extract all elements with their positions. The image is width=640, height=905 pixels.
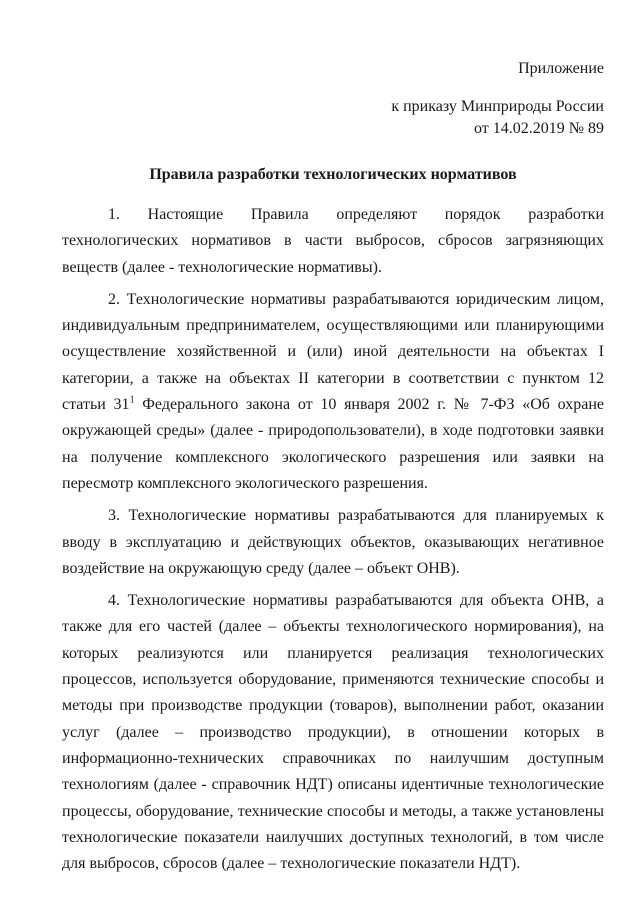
- paragraph-2-part-b: Федерального закона от 10 января 2002 г. № 7-ФЗ «Об охране окружающей среды» (далее - природопользователи), в ходе подготовки заявки на получение комплексного экологического разрешения или заявки на пересмотр комплексного экологического разрешения.: [62, 396, 604, 492]
- article-superscript: 1: [129, 394, 135, 406]
- document-title: Правила разработки технологических нормативов: [149, 166, 517, 183]
- order-reference: к приказу Минприроды России: [391, 98, 604, 115]
- paragraph-4: 4. Технологические нормативы разрабатываются для объекта ОНВ, а также для его частей (далее – объекты технологического нормирования), на которых реализуются или планируется реализация технологических процессов, используется оборудование, применяются технические способы и методы при производстве продукции (товаров), выполнении работ, оказании услуг (далее – производство продукции), в отношении которых в информационно-технических справочниках по наилучшим доступным технологиям (далее - справочник НДТ) описаны идентичные технологические процессы, оборудование, технические способы и методы, а также установлены технологические показатели наилучших доступных технологий, в том числе для выбросов, сбросов (далее – технологические показатели НДТ).: [62, 592, 604, 873]
- paragraph-2: [62, 287, 604, 497]
- order-date-number: от 14.02.2019 № 89: [473, 120, 604, 137]
- paragraph-1: 1. Настоящие Правила определяют порядок разработки технологических нормативов в части выбросов, сбросов загрязняющих веществ (далее - технологические нормативы).: [62, 206, 604, 276]
- appendix-header: [62, 58, 604, 140]
- paragraph-2-part-a: 2. Технологические нормативы разрабатываются юридическим лицом, индивидуальным предпринимателем, осуществляющими или планирующими осуществление хозяйственной и (или) иной деятельности на объектах I категории, а также на объектах II категории в соответствии с пунктом 12 статьи 31: [62, 290, 604, 414]
- paragraph-3: 3. Технологические нормативы разрабатываются для планируемых к вводу в эксплуатацию и действующих объектов, оказывающих негативное воздействие на окружающую среду (далее – объект ОНВ).: [62, 507, 604, 577]
- appendix-label: Приложение: [518, 60, 604, 77]
